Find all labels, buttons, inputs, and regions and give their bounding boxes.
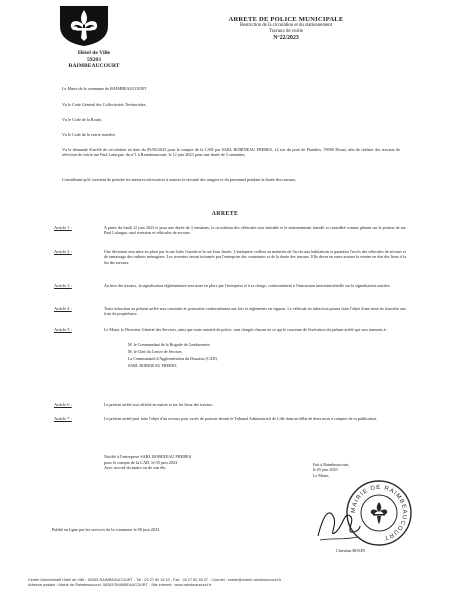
article-7-text: Le présent arrêté peut faire l'objet d'un recours pour excès de pouvoir devant le Tribunal Administratif de Lille dans un délai de deux mois à compter de sa publication. bbox=[104, 416, 378, 421]
town-hall-address bbox=[64, 50, 124, 70]
article-5-recipient-1: M. le Commandant de la Brigade de Gendarmerie bbox=[128, 342, 210, 347]
considering-paragraph: Considérant qu'il convient de prendre les mesures nécessaires à assurer la sécurité des usagers et du personnel pendant la durée des travaux, bbox=[62, 177, 297, 182]
signer-name: Christian BOSIN bbox=[336, 548, 365, 553]
publication-note: Publié en ligne par les services de la commune le 06 juin 2023 bbox=[52, 527, 160, 532]
vu-request: Vu la demande d'arrêté de circulation en date du 05/06/2023 pour le compte de la CAD par SARL ROBINEAU FRERES, 14 rue du pont de Flandres, 59500 Douai, afin de réaliser des travaux de réfection de voirie rue Paul Lafargue, du n°1 à Raimbeaucourt, le 12 juin 2023 pour une durée de 3 semaines, bbox=[62, 147, 400, 158]
decree-header bbox=[168, 16, 404, 41]
decree-works-type: Travaux de voirie bbox=[269, 29, 303, 34]
notification-line-2: pour le compte de la CAD, le 05 juin 2023 bbox=[104, 459, 178, 465]
article-5-recipient-3: La Communauté d'Agglomération du Douaisis (CAD) bbox=[128, 356, 217, 361]
article-4-text: Toute infraction au présent arrêté sera constatée et poursuivie conformément aux lois et règlements en vigueur. Le véhicule en infraction pourra faire l'objet d'une mise en fourrière aux frais du propriétaire. bbox=[104, 306, 406, 317]
signed-date: le 05 juin 2023 bbox=[313, 467, 338, 473]
decree-subject: Restriction de la circulation et du stationnement bbox=[240, 23, 332, 28]
footer-postal-line: Adresse postale : Mairie de Raimbeaucourt, 59283 RAIMBEAUCOURT - Site internet : www.raimbeaucourt.fr bbox=[28, 583, 212, 588]
article-5-recipient-4: SARL ROBINEAU FRERES bbox=[128, 363, 177, 368]
footer-contact-line: Centre Administratif Hôtel de Ville - 59283 RAIMBEAUCOURT - Tél : 03 27 80 18 10 - Fax : 03 27 80 59 27 - Courriel : mairie@mairie-raimbeaucourt.fr bbox=[28, 578, 282, 582]
notification-line-3: Avec accord du maire ou de son élu bbox=[104, 465, 166, 471]
notification-line-1: Notifié à l'entreprise SARL ROBINEAU FRERES bbox=[104, 454, 192, 459]
town-coat-of-arms-logo bbox=[58, 4, 110, 47]
article-2-text: Une déviation sera mise en place par la rue Jules Guesde et la rue Jean Jaurès. L'entreprise veillera au maintien de l'accès aux habitations et garantira l'accès des véhicules de secours et de ramassage des ordures ménagères. Les riverains seront informés par l'entreprise des contraintes et de la durée des travaux. Elle devra en outre assurer la remise en état des lieux à la fin des travaux. bbox=[104, 249, 406, 265]
decree-number: N°22/2023 bbox=[273, 35, 299, 41]
notification-block bbox=[104, 454, 264, 471]
arrete-heading: ARRETE bbox=[211, 211, 239, 217]
article-4-label: Article 4 : bbox=[54, 306, 72, 311]
article-3-label: Article 3 : bbox=[54, 283, 72, 288]
signer-title: Le Maire, bbox=[313, 472, 330, 478]
vu-code-route: Vu le Code de la Route, bbox=[62, 117, 102, 122]
article-1-label: Article 1 : bbox=[54, 225, 72, 230]
town-hall-name: Hôtel de Ville bbox=[77, 50, 111, 56]
article-6-label: Article 6 : bbox=[54, 402, 72, 407]
decree-title: ARRETE DE POLICE MUNICIPALE bbox=[228, 16, 344, 23]
signature-block bbox=[313, 462, 409, 478]
article-2-label: Article 2 : bbox=[54, 249, 72, 254]
signed-place: Fait à Raimbeaucourt, bbox=[313, 462, 350, 467]
town-hall-postcode: 59283 RAIMBEAUCOURT bbox=[68, 56, 120, 70]
article-6-text: Le présent arrêté sera affiché en mairie et sur les lieux des travaux. bbox=[104, 402, 214, 407]
mayor-handwritten-signature bbox=[314, 502, 362, 546]
article-5-recipient-2: M. le Chef du Centre de Secours bbox=[128, 349, 182, 354]
article-5-label: Article 5 : bbox=[54, 327, 72, 332]
vu-mayor: Le Maire de la commune de RAIMBEAUCOURT bbox=[62, 86, 147, 91]
article-1-text: A partir du lundi 12 juin 2023 et pour une durée de 3 semaines, la circulation des véhicules sera interdite et le stationnement interdit et considéré comme gênant sur la portion de rue Paul Lafargue, sauf riverains et véhicules de secours. bbox=[104, 225, 406, 236]
page-footer bbox=[28, 578, 424, 588]
article-3-text: Au titre des travaux, la signalisation réglementaire sera mise en place par l'entreprise et à sa charge, conformément à l'instruction interministérielle sur la signalisation routière. bbox=[104, 283, 391, 288]
article-5-text: Le Maire, le Directeur Général des Services, ainsi que toute autorité de police, sont chargés chacun en ce qui le concerne de l'exécution du présent arrêté qui sera transmis à : bbox=[104, 327, 388, 332]
vu-code-voirie: Vu le Code de la voirie routière, bbox=[62, 132, 116, 137]
stamp-text: MAIRIE DE RAIMBEAUCOURT bbox=[350, 484, 408, 541]
vu-cgct: Vu le Code Général des Collectivités Territoriales, bbox=[62, 102, 147, 107]
article-7-label: Article 7 : bbox=[54, 416, 72, 421]
